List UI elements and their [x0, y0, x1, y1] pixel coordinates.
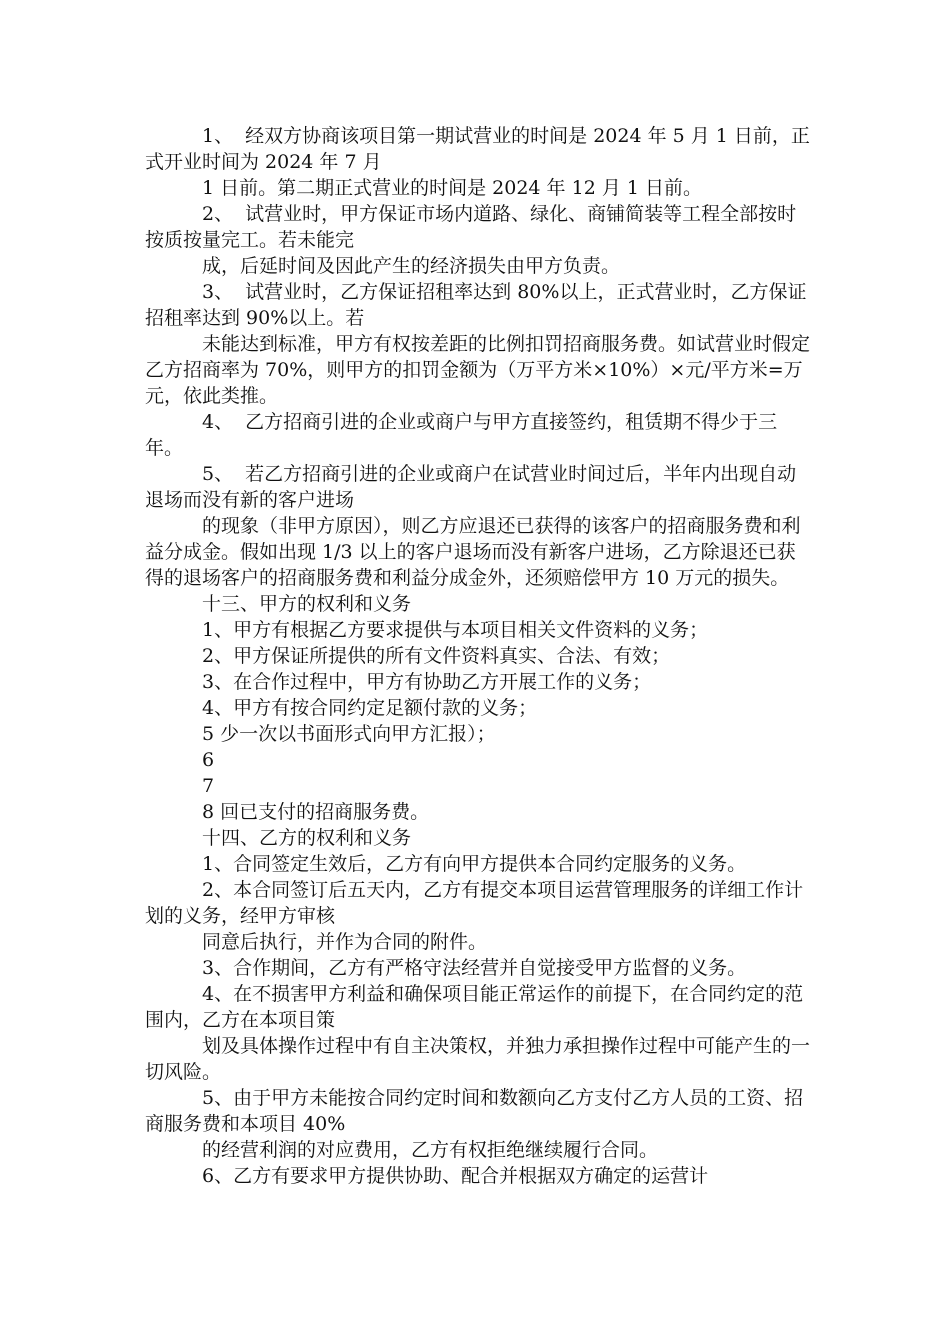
paragraph: 3、合作期间，乙方有严格守法经营并自觉接受甲方监督的义务。: [202, 957, 747, 979]
document-body: [145, 123, 810, 1189]
paragraph: 未能达到标准，甲方有权按差距的比例扣罚招商服务费。如试营业时假定乙方招商率为 70%，则甲方的扣罚金额为（万平方米×10%）×元/平方米=万元，依此类推。: [145, 333, 811, 407]
paragraph: 5 少一次以书面形式向甲方汇报）；: [202, 723, 496, 745]
paragraph: 1、 经双方协商该项目第一期试营业的时间是 2024 年 5 月 1 日前，正式开业时间为 2024 年 7 月: [145, 125, 810, 173]
paragraph: 5、 若乙方招商引进的企业或商户在试营业时间过后，半年内出现自动退场而没有新的客户进场: [145, 463, 797, 511]
paragraph: 6、乙方有要求甲方提供协助、配合并根据双方确定的运营计: [202, 1165, 709, 1187]
paragraph: 8 回已支付的招商服务费。: [202, 801, 430, 823]
paragraph: 4、在不损害甲方利益和确保项目能正常运作的前提下，在合同约定的范围内，乙方在本项目策: [145, 983, 804, 1031]
paragraph: 1、合同签定生效后，乙方有向甲方提供本合同约定服务的义务。: [202, 853, 747, 875]
paragraph: 成，后延时间及因此产生的经济损失由甲方负责。: [202, 255, 621, 277]
paragraph: 2、本合同签订后五天内，乙方有提交本项目运营管理服务的详细工作计划的义务，经甲方审核: [145, 879, 804, 927]
paragraph: 的经营利润的对应费用，乙方有权拒绝继续履行合同。: [202, 1139, 659, 1161]
paragraph: 1、甲方有根据乙方要求提供与本项目相关文件资料的义务；: [202, 619, 709, 641]
paragraph: 1 日前。第二期正式营业的时间是 2024 年 12 月 1 日前。: [202, 177, 702, 199]
paragraph: 划及具体操作过程中有自主决策权，并独力承担操作过程中可能产生的一切风险。: [145, 1035, 811, 1083]
paragraph: 2、 试营业时，甲方保证市场内道路、绿化、商铺简装等工程全部按时按质按量完工。若未能完: [145, 203, 797, 251]
paragraph: 的现象（非甲方原因），则乙方应退还已获得的该客户的招商服务费和利益分成金。假如出现 1/3 以上的客户退场而没有新客户进场，乙方除退还已获得的退场客户的招商服务费和利益分成金外，还须赔偿甲方 10 万元的损失。: [145, 515, 801, 589]
paragraph: 3、 试营业时，乙方保证招租率达到 80%以上，正式营业时，乙方保证招租率达到 90%以上。若: [145, 281, 807, 329]
section-heading: 十三、甲方的权利和义务: [202, 593, 412, 615]
section-heading: 十四、乙方的权利和义务: [202, 827, 412, 849]
paragraph: 2、甲方保证所提供的所有文件资料真实、合法、有效；: [202, 645, 671, 667]
paragraph: 4、 乙方招商引进的企业或商户与甲方直接签约，租赁期不得少于三年。: [145, 411, 778, 459]
paragraph: 5、由于甲方未能按合同约定时间和数额向乙方支付乙方人员的工资、招商服务费和本项目 40%: [145, 1087, 804, 1135]
paragraph: 6: [202, 749, 215, 771]
paragraph: 同意后执行，并作为合同的附件。: [202, 931, 488, 953]
paragraph: 4、甲方有按合同约定足额付款的义务；: [202, 697, 538, 719]
paragraph: 7: [202, 775, 215, 797]
paragraph: 3、在合作过程中，甲方有协助乙方开展工作的义务；: [202, 671, 652, 693]
